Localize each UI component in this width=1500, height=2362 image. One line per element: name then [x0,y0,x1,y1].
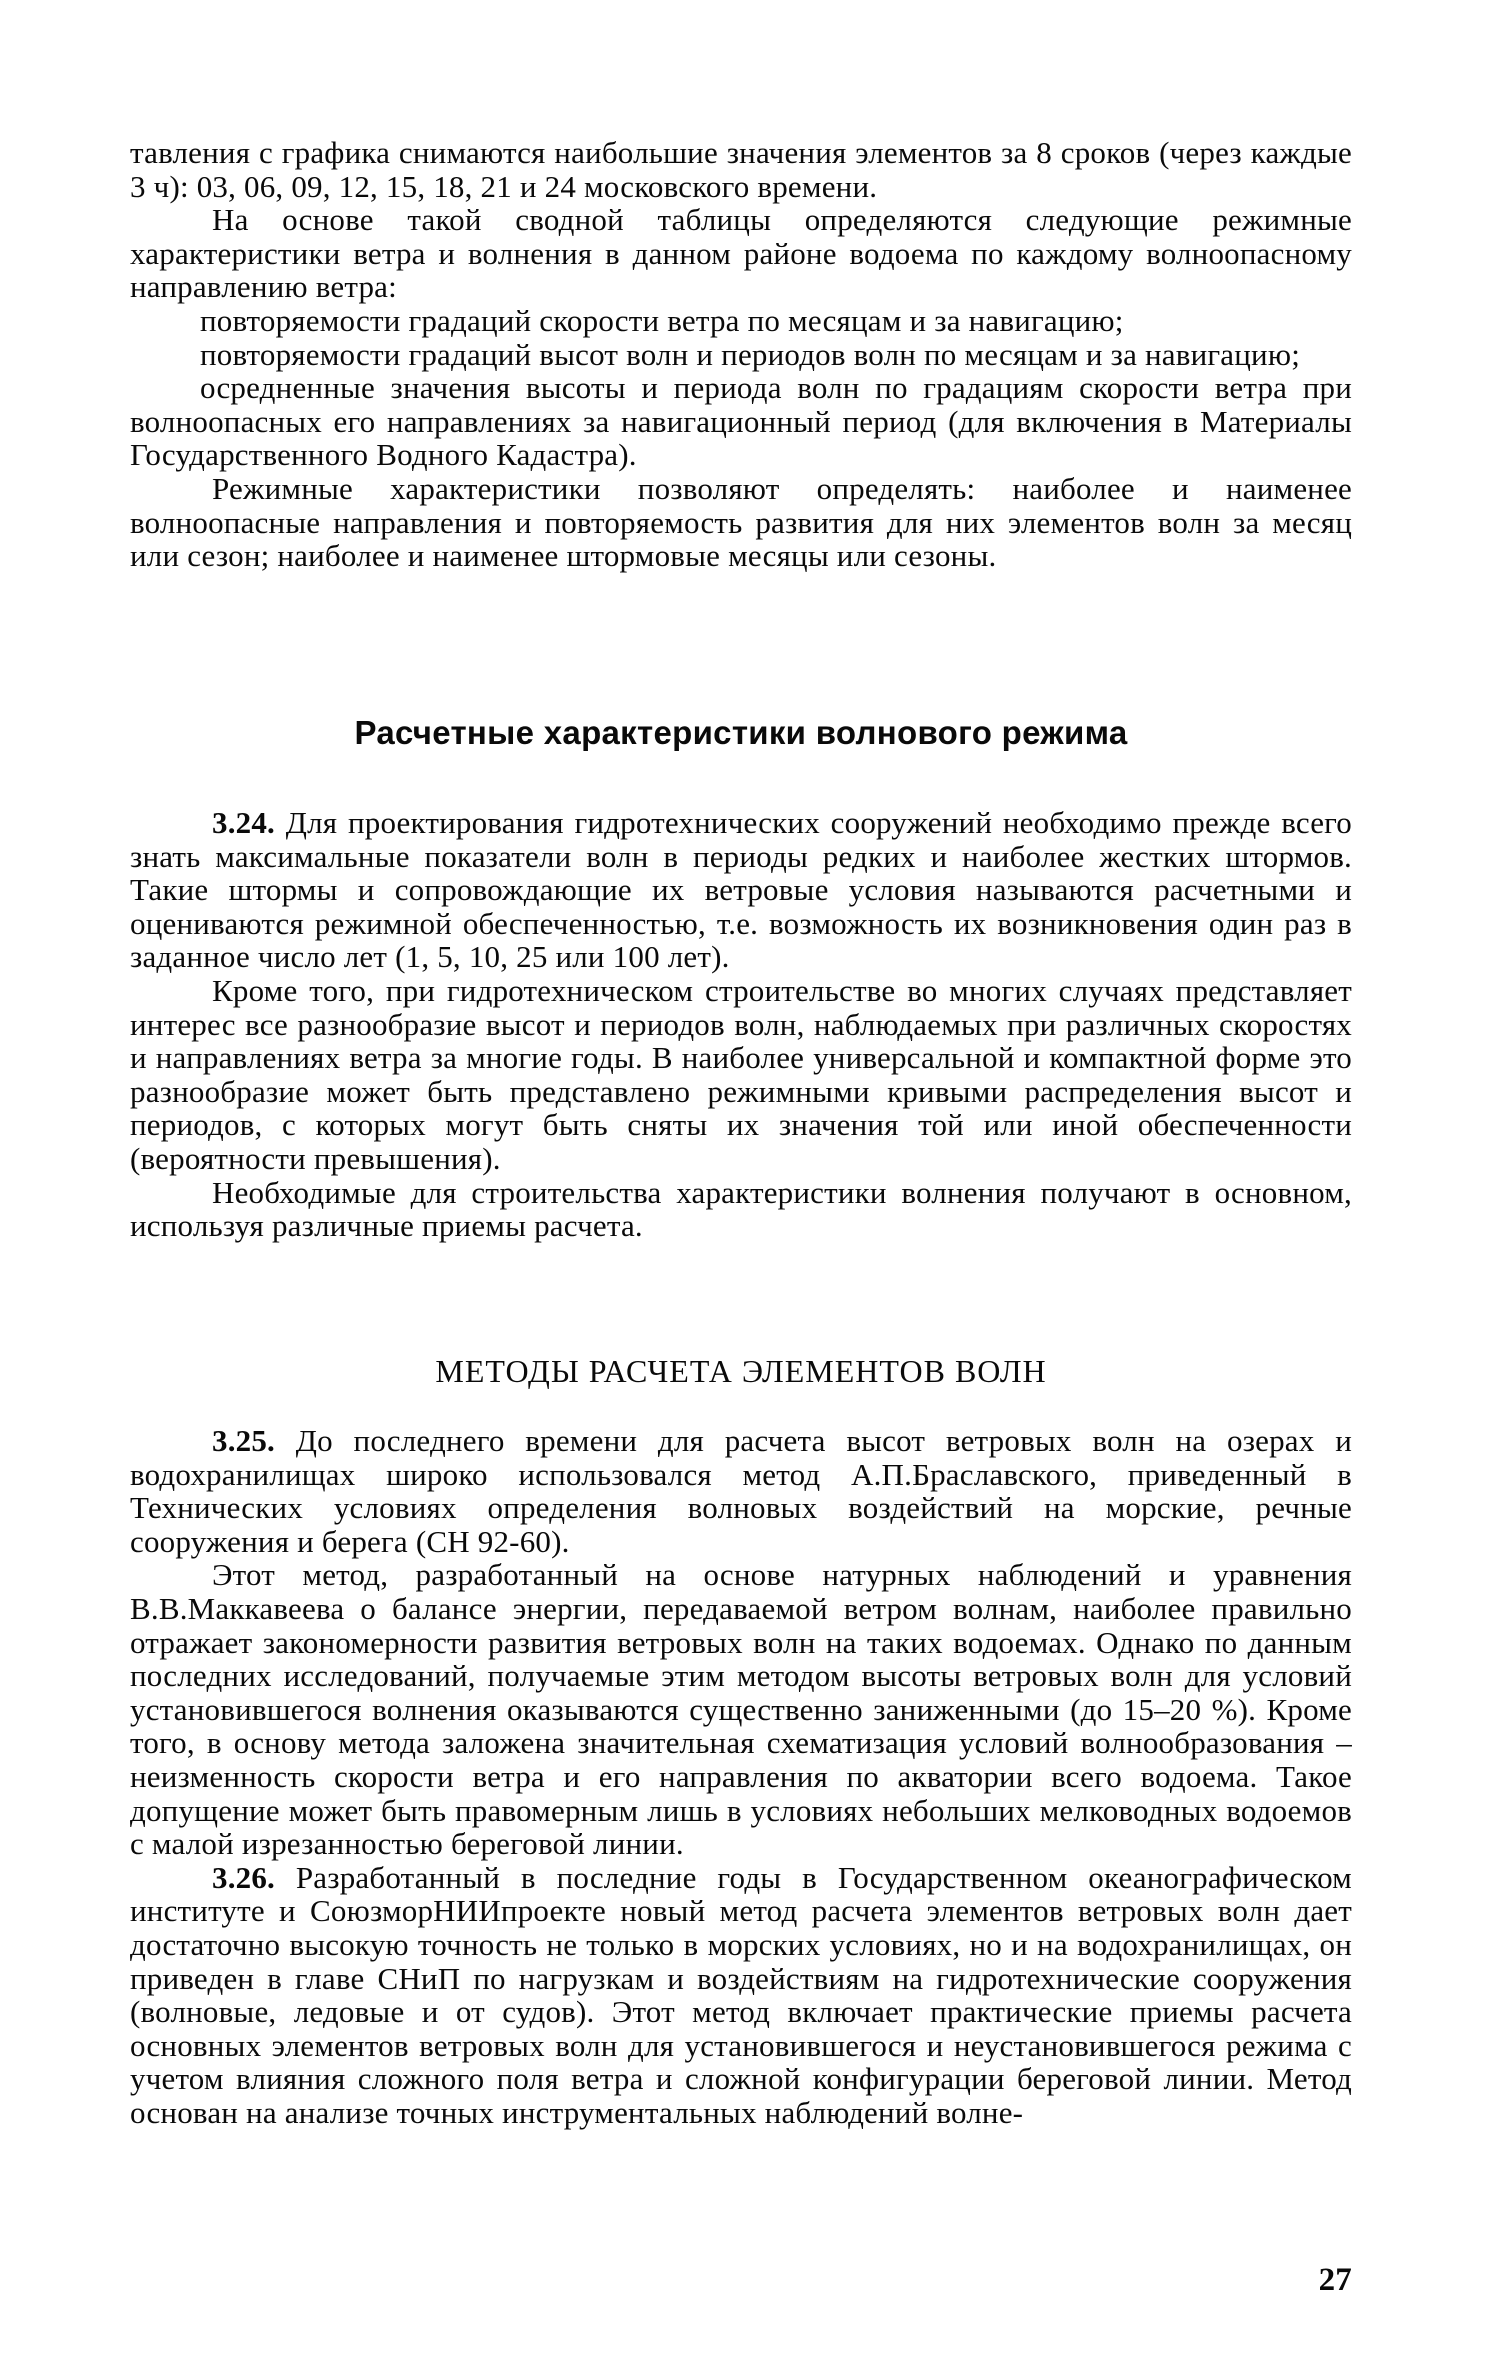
paragraph-continuation: тавления с графика снимаются наибольшие значения элементов за 8 сроков (через каждые 3 ч): 03, 06, 09, 12, 15, 18, 21 и 24 московского времени. [130,135,1352,204]
list-item-averaged-values: осредненные значения высоты и периода волн по градациям скорости ветра при волноопасных его направлениях за навигационный период (для включения в Материалы Государственного Водного Кадастра). [130,370,1352,473]
clause-text: Для проектирования гидротехнических сооружений необходимо прежде всего знать максимальные показатели волн в периоды редких и наиболее жестких штормов. Такие штормы и сопровождающие их ветровые условия называются расчетными и оцениваются режимной обеспеченностью, т.е. возможность их возникновения один раз в заданное число лет (1, 5, 10, 25 или 100 лет). [130,805,1352,975]
paragraph-method-description: Этот метод, разработанный на основе натурных наблюдений и уравнения В.В.Маккавеева о балансе энергии, передаваемой ветром волнам, наиболее правильно отражает закономерности развития ветровых волн на таких водоемах. Однако по данным последних исследований, получаемые этим методом высоты ветровых волн для условий установившегося волнения оказываются существенно заниженными (до 15–20 %). Кроме того, в основу метода заложена значительная схематизация условий волнообразования – неизменность скорости ветра и его направления по акватории всего водоема. Такое допущение может быть правомерным лишь в условиях небольших мелководных водоемов с малой изрезанностью береговой линии. [130,1557,1352,1862]
paragraph-calculation-methods: Необходимые для строительства характеристики волнения получают в основном, используя различные приемы расчета. [130,1174,1352,1244]
intro-block [130,136,1352,573]
clause-number: 3.24. [212,805,275,840]
paragraph-diversity: Кроме того, при гидротехническом строительстве во многих случаях представляет интерес все разнообразие высот и периодов волн, наблюдаемых при различных скоростях и направлениях ветра за многие годы. В наиболее универсальной и компактной форме это разнообразие может быть представлено режимными кривыми распределения высот и периодов, с которых могут быть сняты их значения той или иной обеспеченности (вероятности превышения). [130,972,1352,1176]
paragraph-regime-allow: Режимные характеристики позволяют определять: наиболее и наименее волноопасные направления и повторяемость развития для них элементов волн за месяц или сезон; наиболее и наименее штормовые месяцы или сезоны. [130,470,1352,574]
section1-block [130,806,1352,1243]
paragraph-regime-characteristics: На основе такой сводной таблицы определяются следующие режимные характеристики ветра и волнения в данном районе водоема по каждому волноопасному направлению ветра: [130,202,1352,305]
clause-text: Разработанный в последние годы в Государственном океанографическом институте и СоюзморНИИпроекте новый метод расчета элементов ветровых волн дает достаточно высокую точность не только в морских условиях, но и на водохранилищах, он приведен в главе СНиП по нагрузкам и воздействиям на гидротехнические сооружения (волновые, ледовые и от судов). Этот метод включает практические приемы расчета основных элементов ветровых волн для установившегося и неустановившегося режима с учетом влияния сложного поля ветра и сложной конфигурации береговой линии. Метод основан на анализе точных инструментальных наблюдений волне- [130,1859,1352,2130]
list-item-wind-speed: повторяемости градаций скорости ветра по месяцам и за навигацию; [200,302,1124,338]
section2-block [130,1424,1352,2129]
clause-number: 3.25. [212,1423,275,1458]
paragraph-3-25 [130,1424,1352,1558]
section-heading-methods: МЕТОДЫ РАСЧЕТА ЭЛЕМЕНТОВ ВОЛН [435,1353,1047,1389]
clause-text: До последнего времени для расчета высот ветровых волн на озерах и водохранилищах широко использовался метод А.П.Браславского, приведенный в Технических условиях определения волновых воздействий на морские, речные сооружения и берега (СН 92-60). [130,1423,1352,1559]
page-number: 27 [1318,2262,1352,2298]
list-item-wave-heights: повторяемости градаций высот волн и периодов волн по месяцам и за навигацию; [200,336,1301,372]
paragraph-3-26 [130,1861,1352,2130]
paragraph-3-24 [130,806,1352,974]
section-heading-design-characteristics: Расчетные характеристики волнового режима [354,714,1128,751]
clause-number: 3.26. [212,1859,275,1895]
